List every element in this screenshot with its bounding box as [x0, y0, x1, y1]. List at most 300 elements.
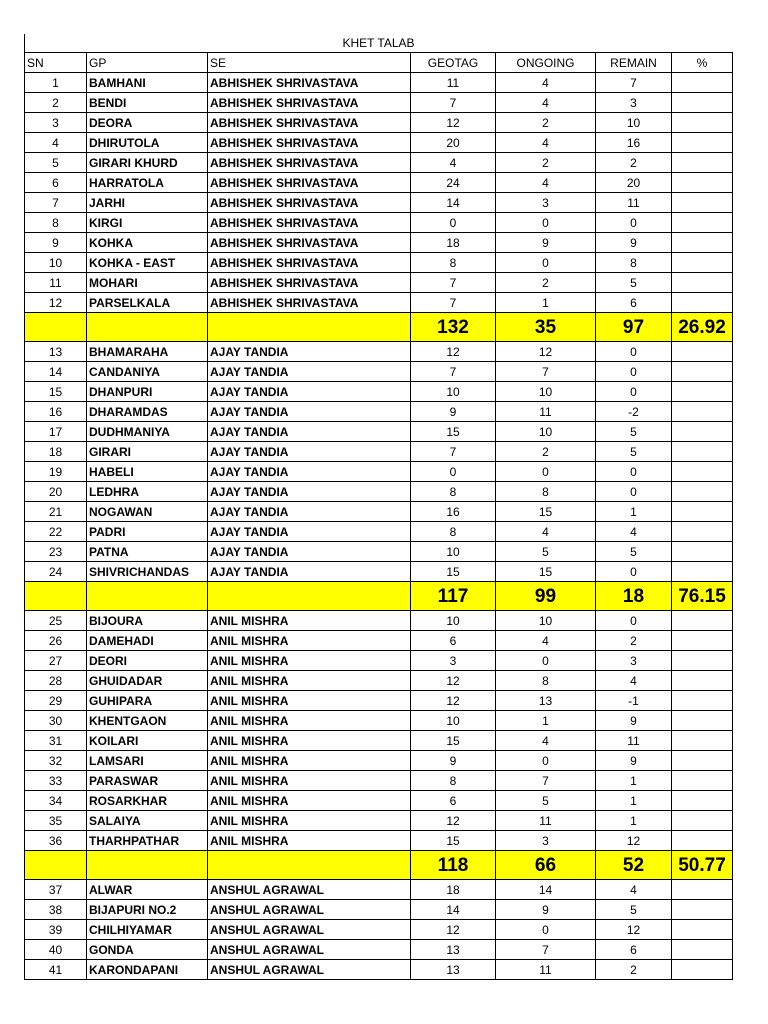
cell-geotag: 9 — [411, 751, 496, 771]
cell-ongoing: 9 — [496, 900, 596, 920]
cell-sn: 3 — [25, 113, 87, 133]
cell-gp: BIJAPURI NO.2 — [87, 900, 208, 920]
cell-sn: 17 — [25, 422, 87, 442]
cell-remain: -2 — [596, 402, 672, 422]
cell-geotag: 24 — [411, 173, 496, 193]
table-row — [25, 273, 733, 293]
cell-remain: 7 — [596, 73, 672, 93]
cell-pct — [672, 611, 733, 631]
cell-sn: 4 — [25, 133, 87, 153]
table-row — [25, 193, 733, 213]
cell-remain: 2 — [596, 153, 672, 173]
cell-se: ANSHUL AGRAWAL — [208, 880, 411, 900]
cell-geotag: 12 — [411, 691, 496, 711]
cell-pct — [672, 751, 733, 771]
table-row — [25, 771, 733, 791]
cell-pct — [672, 771, 733, 791]
cell-geotag: 0 — [411, 462, 496, 482]
cell-se: ANSHUL AGRAWAL — [208, 940, 411, 960]
cell-ongoing: 15 — [496, 502, 596, 522]
cell-ongoing: 8 — [496, 671, 596, 691]
cell-se: ANIL MISHRA — [208, 651, 411, 671]
cell-pct — [672, 900, 733, 920]
table-row — [25, 651, 733, 671]
table-row — [25, 253, 733, 273]
cell-geotag: 13 — [411, 960, 496, 980]
subtotal-se — [208, 582, 411, 611]
cell-remain: 5 — [596, 422, 672, 442]
cell-gp: GIRARI KHURD — [87, 153, 208, 173]
cell-gp: LEDHRA — [87, 482, 208, 502]
table-row — [25, 880, 733, 900]
cell-remain: 0 — [596, 562, 672, 582]
cell-remain: 16 — [596, 133, 672, 153]
table-row — [25, 542, 733, 562]
cell-pct — [672, 173, 733, 193]
cell-remain: 6 — [596, 293, 672, 313]
cell-remain: 0 — [596, 382, 672, 402]
cell-ongoing: 4 — [496, 73, 596, 93]
cell-remain: 4 — [596, 880, 672, 900]
cell-gp: GONDA — [87, 940, 208, 960]
cell-se: ABHISHEK SHRIVASTAVA — [208, 133, 411, 153]
table-row — [25, 611, 733, 631]
cell-se: ANIL MISHRA — [208, 631, 411, 651]
cell-remain: 0 — [596, 213, 672, 233]
table-row — [25, 502, 733, 522]
cell-gp: KOHKA - EAST — [87, 253, 208, 273]
subtotal-row — [25, 851, 733, 880]
cell-geotag: 6 — [411, 791, 496, 811]
cell-sn: 11 — [25, 273, 87, 293]
cell-pct — [672, 631, 733, 651]
cell-geotag: 15 — [411, 562, 496, 582]
cell-sn: 27 — [25, 651, 87, 671]
cell-remain: 0 — [596, 342, 672, 362]
cell-remain: 3 — [596, 93, 672, 113]
cell-remain: 9 — [596, 751, 672, 771]
table-row — [25, 422, 733, 442]
cell-se: ANIL MISHRA — [208, 731, 411, 751]
cell-gp: DHIRUTOLA — [87, 133, 208, 153]
cell-pct — [672, 153, 733, 173]
table-row — [25, 133, 733, 153]
subtotal-sn — [25, 313, 87, 342]
cell-sn: 1 — [25, 73, 87, 93]
cell-ongoing: 2 — [496, 273, 596, 293]
cell-remain: 0 — [596, 482, 672, 502]
cell-geotag: 14 — [411, 900, 496, 920]
cell-pct — [672, 362, 733, 382]
cell-gp: GUHIPARA — [87, 691, 208, 711]
cell-pct — [672, 482, 733, 502]
cell-geotag: 8 — [411, 482, 496, 502]
cell-se: ABHISHEK SHRIVASTAVA — [208, 113, 411, 133]
table-row — [25, 900, 733, 920]
cell-gp: DHANPURI — [87, 382, 208, 402]
cell-geotag: 12 — [411, 113, 496, 133]
cell-sn: 20 — [25, 482, 87, 502]
cell-se: AJAY TANDIA — [208, 502, 411, 522]
cell-sn: 24 — [25, 562, 87, 582]
cell-ongoing: 4 — [496, 522, 596, 542]
cell-remain: 4 — [596, 671, 672, 691]
cell-gp: PARSELKALA — [87, 293, 208, 313]
cell-ongoing: 14 — [496, 880, 596, 900]
cell-geotag: 16 — [411, 502, 496, 522]
cell-ongoing: 10 — [496, 611, 596, 631]
cell-gp: KARONDAPANI — [87, 960, 208, 980]
cell-se: ABHISHEK SHRIVASTAVA — [208, 273, 411, 293]
cell-gp: GIRARI — [87, 442, 208, 462]
cell-geotag: 8 — [411, 253, 496, 273]
cell-gp: GHUIDADAR — [87, 671, 208, 691]
cell-sn: 29 — [25, 691, 87, 711]
cell-pct — [672, 651, 733, 671]
cell-geotag: 10 — [411, 711, 496, 731]
cell-remain: 5 — [596, 442, 672, 462]
subtotal-gp — [87, 851, 208, 880]
table-row — [25, 691, 733, 711]
table-row — [25, 462, 733, 482]
cell-pct — [672, 880, 733, 900]
subtotal-geotag: 117 — [411, 582, 496, 611]
cell-ongoing: 7 — [496, 940, 596, 960]
subtotal-remain: 18 — [596, 582, 672, 611]
subtotal-gp — [87, 582, 208, 611]
cell-gp: CANDANIYA — [87, 362, 208, 382]
cell-gp: BIJOURA — [87, 611, 208, 631]
subtotal-se — [208, 313, 411, 342]
cell-ongoing: 11 — [496, 402, 596, 422]
cell-geotag: 12 — [411, 342, 496, 362]
cell-ongoing: 0 — [496, 462, 596, 482]
cell-geotag: 15 — [411, 731, 496, 751]
cell-sn: 12 — [25, 293, 87, 313]
cell-ongoing: 4 — [496, 631, 596, 651]
table-row — [25, 342, 733, 362]
cell-geotag: 18 — [411, 233, 496, 253]
header-remain: REMAIN — [596, 53, 672, 73]
cell-sn: 7 — [25, 193, 87, 213]
cell-se: ANIL MISHRA — [208, 831, 411, 851]
table-row — [25, 73, 733, 93]
cell-pct — [672, 342, 733, 362]
subtotal-geotag: 118 — [411, 851, 496, 880]
cell-pct — [672, 133, 733, 153]
cell-ongoing: 2 — [496, 442, 596, 462]
table-row — [25, 362, 733, 382]
cell-geotag: 8 — [411, 522, 496, 542]
cell-remain: 2 — [596, 960, 672, 980]
cell-gp: BHAMARAHA — [87, 342, 208, 362]
cell-sn: 33 — [25, 771, 87, 791]
cell-ongoing: 1 — [496, 293, 596, 313]
cell-se: ANIL MISHRA — [208, 711, 411, 731]
cell-remain: 5 — [596, 900, 672, 920]
cell-se: ANIL MISHRA — [208, 611, 411, 631]
cell-se: AJAY TANDIA — [208, 522, 411, 542]
header-pct: % — [672, 53, 733, 73]
cell-ongoing: 10 — [496, 382, 596, 402]
cell-ongoing: 10 — [496, 422, 596, 442]
cell-sn: 37 — [25, 880, 87, 900]
table-row — [25, 711, 733, 731]
table-row — [25, 671, 733, 691]
header-geotag: GEOTAG — [411, 53, 496, 73]
cell-ongoing: 7 — [496, 362, 596, 382]
cell-geotag: 20 — [411, 133, 496, 153]
cell-remain: 11 — [596, 193, 672, 213]
cell-geotag: 13 — [411, 940, 496, 960]
cell-gp: ALWAR — [87, 880, 208, 900]
cell-remain: 1 — [596, 502, 672, 522]
cell-ongoing: 4 — [496, 93, 596, 113]
cell-se: AJAY TANDIA — [208, 382, 411, 402]
subtotal-se — [208, 851, 411, 880]
cell-sn: 26 — [25, 631, 87, 651]
cell-gp: SALAIYA — [87, 811, 208, 831]
cell-ongoing: 0 — [496, 213, 596, 233]
table-row — [25, 213, 733, 233]
cell-pct — [672, 731, 733, 751]
cell-ongoing: 4 — [496, 173, 596, 193]
cell-pct — [672, 422, 733, 442]
cell-ongoing: 11 — [496, 811, 596, 831]
cell-pct — [672, 522, 733, 542]
cell-remain: 1 — [596, 771, 672, 791]
cell-ongoing: 13 — [496, 691, 596, 711]
cell-geotag: 12 — [411, 671, 496, 691]
cell-sn: 19 — [25, 462, 87, 482]
cell-geotag: 15 — [411, 831, 496, 851]
cell-geotag: 3 — [411, 651, 496, 671]
subtotal-remain: 97 — [596, 313, 672, 342]
subtotal-ongoing: 99 — [496, 582, 596, 611]
cell-ongoing: 4 — [496, 731, 596, 751]
header-sn: SN — [25, 53, 87, 73]
table-row — [25, 233, 733, 253]
cell-pct — [672, 462, 733, 482]
subtotal-pct: 50.77 — [672, 851, 733, 880]
cell-remain: 6 — [596, 940, 672, 960]
cell-remain: 5 — [596, 542, 672, 562]
cell-se: ABHISHEK SHRIVASTAVA — [208, 233, 411, 253]
cell-ongoing: 5 — [496, 791, 596, 811]
cell-se: AJAY TANDIA — [208, 562, 411, 582]
cell-pct — [672, 73, 733, 93]
cell-se: ABHISHEK SHRIVASTAVA — [208, 73, 411, 93]
cell-remain: 10 — [596, 113, 672, 133]
cell-sn: 5 — [25, 153, 87, 173]
cell-remain: 9 — [596, 233, 672, 253]
cell-sn: 2 — [25, 93, 87, 113]
cell-se: AJAY TANDIA — [208, 462, 411, 482]
subtotal-geotag: 132 — [411, 313, 496, 342]
subtotal-pct: 76.15 — [672, 582, 733, 611]
subtotal-sn — [25, 851, 87, 880]
cell-se: ANIL MISHRA — [208, 771, 411, 791]
cell-pct — [672, 711, 733, 731]
cell-gp: BENDI — [87, 93, 208, 113]
cell-geotag: 18 — [411, 880, 496, 900]
cell-geotag: 6 — [411, 631, 496, 651]
cell-sn: 36 — [25, 831, 87, 851]
cell-se: AJAY TANDIA — [208, 342, 411, 362]
khet-talab-table — [24, 52, 733, 980]
cell-pct — [672, 273, 733, 293]
cell-se: ANIL MISHRA — [208, 751, 411, 771]
cell-remain: 9 — [596, 711, 672, 731]
cell-sn: 22 — [25, 522, 87, 542]
cell-ongoing: 1 — [496, 711, 596, 731]
cell-ongoing: 3 — [496, 193, 596, 213]
cell-ongoing: 7 — [496, 771, 596, 791]
cell-gp: JARHI — [87, 193, 208, 213]
cell-pct — [672, 811, 733, 831]
cell-geotag: 10 — [411, 542, 496, 562]
cell-remain: 2 — [596, 631, 672, 651]
table-row — [25, 960, 733, 980]
cell-pct — [672, 791, 733, 811]
cell-se: ABHISHEK SHRIVASTAVA — [208, 253, 411, 273]
cell-sn: 38 — [25, 900, 87, 920]
cell-remain: 1 — [596, 791, 672, 811]
cell-pct — [672, 93, 733, 113]
header-row — [25, 53, 733, 73]
cell-ongoing: 15 — [496, 562, 596, 582]
cell-remain: 3 — [596, 651, 672, 671]
cell-sn: 32 — [25, 751, 87, 771]
cell-ongoing: 0 — [496, 253, 596, 273]
cell-sn: 25 — [25, 611, 87, 631]
subtotal-pct: 26.92 — [672, 313, 733, 342]
cell-sn: 23 — [25, 542, 87, 562]
cell-sn: 13 — [25, 342, 87, 362]
cell-geotag: 0 — [411, 213, 496, 233]
cell-se: ANIL MISHRA — [208, 811, 411, 831]
cell-geotag: 10 — [411, 611, 496, 631]
subtotal-row — [25, 582, 733, 611]
cell-gp: KHENTGAON — [87, 711, 208, 731]
cell-se: AJAY TANDIA — [208, 422, 411, 442]
cell-ongoing: 2 — [496, 113, 596, 133]
cell-se: ABHISHEK SHRIVASTAVA — [208, 93, 411, 113]
cell-pct — [672, 502, 733, 522]
table-row — [25, 811, 733, 831]
cell-gp: KOILARI — [87, 731, 208, 751]
cell-se: ABHISHEK SHRIVASTAVA — [208, 173, 411, 193]
cell-ongoing: 11 — [496, 960, 596, 980]
cell-sn: 15 — [25, 382, 87, 402]
cell-se: AJAY TANDIA — [208, 542, 411, 562]
cell-ongoing: 3 — [496, 831, 596, 851]
table-row — [25, 113, 733, 133]
cell-geotag: 10 — [411, 382, 496, 402]
cell-sn: 40 — [25, 940, 87, 960]
cell-se: ANIL MISHRA — [208, 671, 411, 691]
cell-remain: 12 — [596, 831, 672, 851]
cell-pct — [672, 193, 733, 213]
table-row — [25, 293, 733, 313]
table-row — [25, 402, 733, 422]
cell-se: ANSHUL AGRAWAL — [208, 920, 411, 940]
cell-pct — [672, 113, 733, 133]
header-ongoing: ONGOING — [496, 53, 596, 73]
cell-se: ABHISHEK SHRIVASTAVA — [208, 193, 411, 213]
cell-sn: 35 — [25, 811, 87, 831]
cell-ongoing: 0 — [496, 651, 596, 671]
cell-gp: PATNA — [87, 542, 208, 562]
cell-gp: KOHKA — [87, 233, 208, 253]
cell-remain: 5 — [596, 273, 672, 293]
table-row — [25, 562, 733, 582]
cell-ongoing: 4 — [496, 133, 596, 153]
cell-remain: 8 — [596, 253, 672, 273]
cell-sn: 14 — [25, 362, 87, 382]
cell-gp: SHIVRICHANDAS — [87, 562, 208, 582]
table-row — [25, 751, 733, 771]
cell-gp: NOGAWAN — [87, 502, 208, 522]
table-row — [25, 791, 733, 811]
cell-ongoing: 2 — [496, 153, 596, 173]
cell-gp: HABELI — [87, 462, 208, 482]
cell-sn: 30 — [25, 711, 87, 731]
cell-sn: 18 — [25, 442, 87, 462]
cell-gp: MOHARI — [87, 273, 208, 293]
cell-remain: 12 — [596, 920, 672, 940]
cell-sn: 6 — [25, 173, 87, 193]
cell-pct — [672, 442, 733, 462]
cell-sn: 16 — [25, 402, 87, 422]
cell-ongoing: 5 — [496, 542, 596, 562]
cell-gp: ROSARKHAR — [87, 791, 208, 811]
cell-geotag: 8 — [411, 771, 496, 791]
cell-geotag: 12 — [411, 811, 496, 831]
subtotal-sn — [25, 582, 87, 611]
cell-ongoing: 0 — [496, 920, 596, 940]
cell-geotag: 9 — [411, 402, 496, 422]
cell-geotag: 15 — [411, 422, 496, 442]
cell-ongoing: 9 — [496, 233, 596, 253]
table-row — [25, 731, 733, 751]
cell-remain: 11 — [596, 731, 672, 751]
cell-ongoing: 0 — [496, 751, 596, 771]
cell-gp: PADRI — [87, 522, 208, 542]
cell-pct — [672, 213, 733, 233]
subtotal-ongoing: 35 — [496, 313, 596, 342]
cell-pct — [672, 562, 733, 582]
cell-se: AJAY TANDIA — [208, 482, 411, 502]
cell-pct — [672, 542, 733, 562]
cell-pct — [672, 671, 733, 691]
cell-gp: CHILHIYAMAR — [87, 920, 208, 940]
cell-sn: 28 — [25, 671, 87, 691]
cell-pct — [672, 940, 733, 960]
cell-gp: DUDHMANIYA — [87, 422, 208, 442]
cell-ongoing: 8 — [496, 482, 596, 502]
subtotal-ongoing: 66 — [496, 851, 596, 880]
cell-geotag: 12 — [411, 920, 496, 940]
cell-pct — [672, 293, 733, 313]
cell-se: AJAY TANDIA — [208, 362, 411, 382]
cell-se: ANSHUL AGRAWAL — [208, 960, 411, 980]
cell-geotag: 14 — [411, 193, 496, 213]
table-row — [25, 631, 733, 651]
cell-remain: 1 — [596, 811, 672, 831]
cell-pct — [672, 382, 733, 402]
cell-gp: DAMEHADI — [87, 631, 208, 651]
